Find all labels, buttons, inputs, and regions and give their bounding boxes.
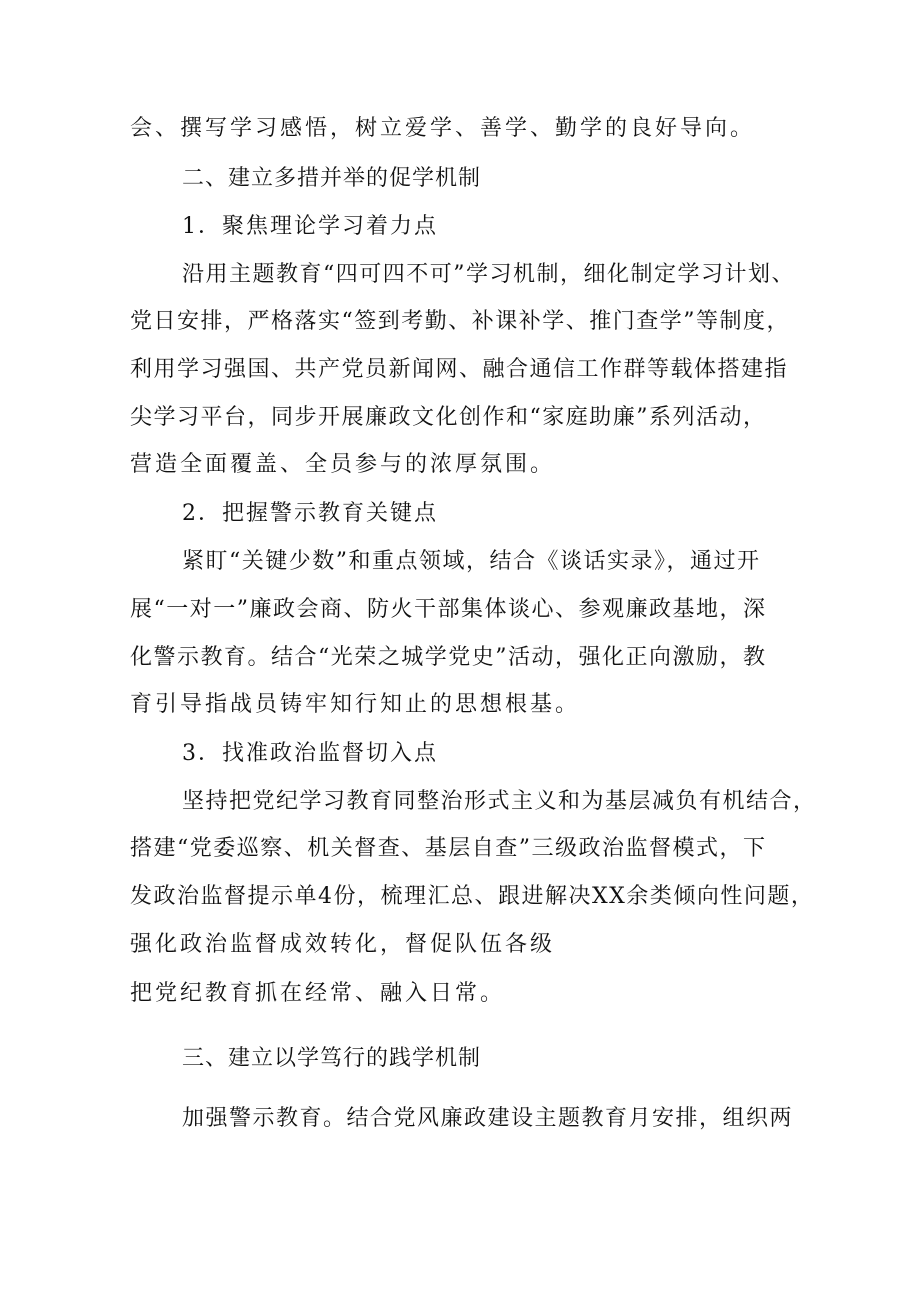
paragraph-line: 加强警示教育。结合党风廉政建设主题教育月安排，组织两 [182, 1106, 794, 1131]
paragraph-line: 党日安排，严格落实“签到考勤、补课补学、推门查学”等制度， [130, 309, 790, 334]
subsection-heading: 3．找准政治监督切入点 [182, 741, 438, 766]
paragraph-line: 把党纪教育抓在经常、融入日常。 [130, 981, 506, 1006]
paragraph-line: 强化政治监督成效转化，督促队伍各级 [130, 932, 556, 957]
paragraph-line: 沿用主题教育“四可四不可”学习机制，细化制定学习计划、 [182, 262, 795, 287]
paragraph-line: 尖学习平台，同步开展廉政文化创作和“家庭助廉”系列活动， [130, 405, 767, 430]
paragraph-line: 展“一对一”廉政会商、防火干部集体谈心、参观廉政基地，深 [130, 597, 767, 622]
paragraph-line: 会、撰写学习感悟，树立爱学、善学、勤学的良好导向。 [130, 116, 756, 141]
section-heading: 二、建立多措并举的促学机制 [182, 166, 482, 191]
paragraph-line: 发政治监督提示单4份，梳理汇总、跟进解决XX余类倾向性问题， [130, 884, 815, 909]
subsection-heading: 1．聚焦理论学习着力点 [182, 214, 438, 239]
paragraph-line: 坚持把党纪学习教育同整治形式主义和为基层减负有机结合， [182, 789, 817, 814]
paragraph-line: 搭建“党委巡察、机关督查、基层自查”三级政治监督模式，下 [130, 836, 767, 861]
section-heading: 三、建立以学笃行的践学机制 [182, 1046, 482, 1071]
paragraph-line: 紧盯“关键少数”和重点领域，结合《谈话实录》，通过开 [182, 549, 761, 574]
subsection-heading: 2．把握警示教育关键点 [182, 501, 438, 526]
paragraph-line: 育引导指战员铸牢知行知止的思想根基。 [130, 692, 581, 717]
paragraph-line: 利用学习强国、共产党员新闻网、融合通信工作群等载体搭建指 [130, 357, 789, 382]
paragraph-line: 营造全面覆盖、全员参与的浓厚氛围。 [130, 452, 556, 477]
paragraph-line: 化警示教育。结合“光荣之城学党史”活动，强化正向激励，教 [130, 645, 767, 670]
